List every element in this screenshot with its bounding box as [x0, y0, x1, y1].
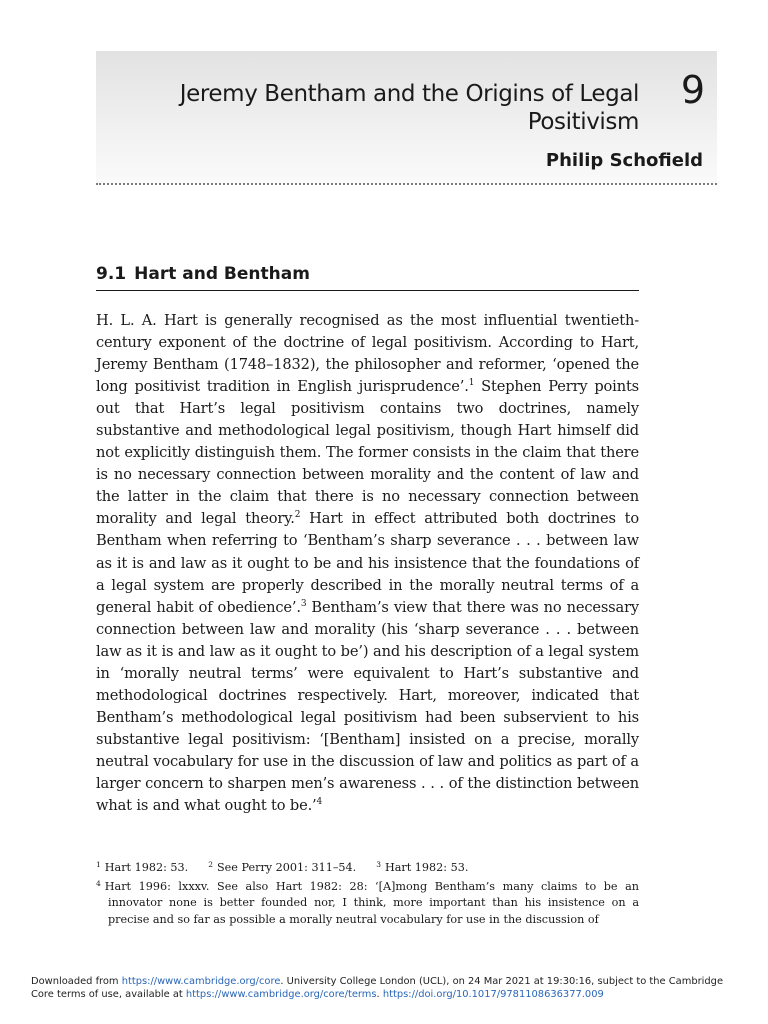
body-text-part-1: H. L. A. Hart is generally recognised as the most influential twentieth-century exponent of the doctrine of legal positivism. According to Hart, Jeremy Bentham (1748–1832), the philosopher and reformer, ‘opened the long positivist tradition in English jurisprudence’. [96, 312, 639, 396]
footnote-2 [208, 860, 356, 877]
footnote-2-text: See Perry 2001: 311–54. [216, 861, 357, 874]
footnote-1-number: 1 [96, 860, 101, 869]
doi-link[interactable]: https://doi.org/10.1017/9781108636377.009 [382, 989, 604, 1000]
chapter-author: Philip Schofield [545, 150, 703, 171]
download-notice-separator: . [376, 989, 383, 1000]
terms-link[interactable]: https://www.cambridge.org/core/terms [185, 989, 377, 1000]
body-text-part-4: Bentham’s view that there was no necessary connection between law and morality (his ‘sharp severance . . . between law as it is and law as it ought to be’) and his description of a legal system in ‘morally neutral terms’ were equivalent to Hart’s substantive and methodological doctrines respectively. Hart, moreover, indicated that Bentham’s methodological legal positivism had been subservient to his substantive legal positivism: ‘[Bentham] insisted on a precise, morally neutral vocabulary for use in the discussion of law and politics as part of a larger concern to sharpen men’s awareness . . . of the distinction between what is and what ought to be.’ [96, 598, 639, 815]
footnote-ref-3[interactable]: 3 [300, 598, 307, 609]
download-notice-middle: . University College London (UCL), on 24 Mar 2021 at 19:30:16, subject to the Cambridge Core terms of use, available at [31, 976, 724, 1000]
footnote-ref-1[interactable]: 1 [468, 378, 475, 389]
section-number: 9.1 [96, 264, 127, 284]
footnote-3 [376, 860, 468, 877]
footnote-3-number: 3 [376, 860, 381, 869]
header-divider [96, 183, 717, 185]
footnote-ref-2[interactable]: 2 [294, 510, 301, 521]
cambridge-core-link[interactable]: https://www.cambridge.org/core [121, 976, 281, 987]
body-text-part-2: Stephen Perry points out that Hart’s legal positivism contains two doctrines, namely substantive and methodological legal positivism, though Hart himself did not explicitly distinguish them. The former consists in the claim that there is no necessary connection between morality and the content of law and the latter in the claim that there is no necessary connection between morality and legal theory. [96, 378, 639, 528]
body-text-part-3: Hart in effect attributed both doctrines to Bentham when referring to ‘Bentham’s sharp severance . . . between law as it is and law as it ought to be and his insistence that the foundations of a legal system are properly described in the morally neutral terms of a general habit of obedience’. [96, 510, 639, 616]
download-notice-prefix: Downloaded from [31, 976, 122, 987]
footnotes-line-1 [96, 860, 639, 877]
footnote-3-text: Hart 1982: 53. [384, 861, 469, 874]
section-title: Hart and Bentham [134, 264, 310, 284]
footnote-ref-4[interactable]: 4 [316, 797, 323, 808]
footnote-4-text: Hart 1996: lxxxv. See also Hart 1982: 28: ‘[A]mong Bentham’s many claims to be an innovator none is better founded nor, I think, more important than his insistence on a precise and so far as possible a morally neutral vocabulary for use in the discussion of [104, 879, 639, 926]
footnote-2-number: 2 [208, 860, 213, 869]
chapter-title: Jeremy Bentham and the Origins of Legal Positivism [179, 81, 639, 135]
footnote-4 [96, 879, 639, 929]
footnote-4-number: 4 [96, 878, 101, 888]
footnote-1-text: Hart 1982: 53. [104, 861, 189, 874]
download-notice [31, 975, 741, 1001]
chapter-number: 9 [680, 68, 705, 112]
footnotes [96, 860, 639, 928]
section-heading [96, 264, 639, 291]
body-paragraph [96, 310, 639, 817]
footnote-1 [96, 860, 188, 877]
